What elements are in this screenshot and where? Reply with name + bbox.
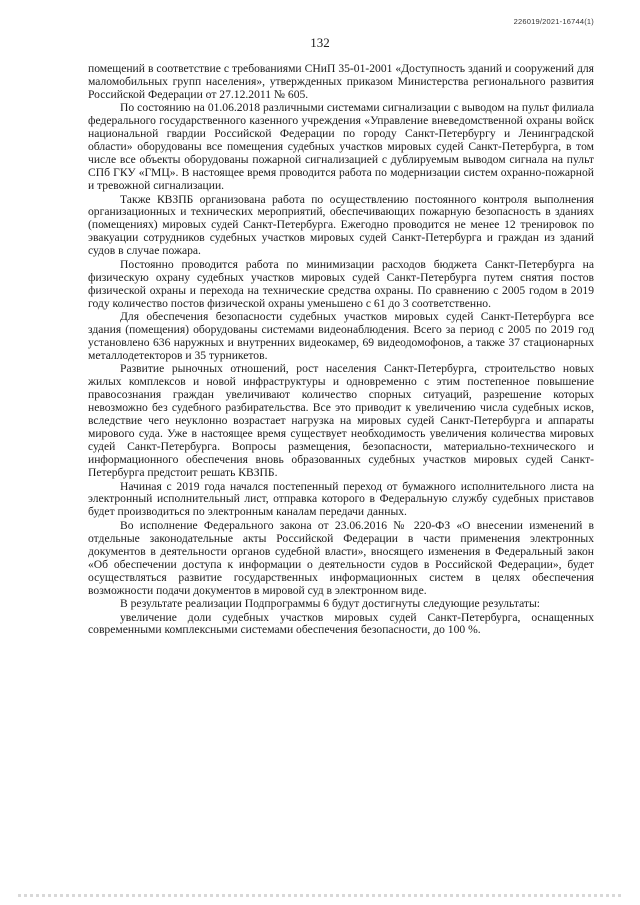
paragraph-video-surveillance: Для обеспечения безопасности судебных участков мировых судей Санкт-Петербурга все здания (помещения) оборудованы системами видеонаблюдения. Всего за период с 2005 по 2019 год установлено 636 наружных и внутренних видеокамер, 69 видеодомофонов, а также 37 стационарных металлодетекторов и 35 турникетов.	[88, 310, 594, 362]
paragraph-market-development: Развитие рыночных отношений, рост населения Санкт-Петербурга, строительство новых жилых комплексов и новой инфраструктуры и одновременно с этим постепенное повышение правосознания граждан увеличивают количество спорных ситуаций, разрешение которых невозможно без судебного разбирательства. Все это приводит к увеличению числа судебных исков, вследствие чего неуклонно возрастает нагрузка на мировых судей Санкт-Петербурга и аппараты мирового суда. Уже в настоящее время существует необходимость увеличения количества мировых судей Санкт-Петербурга. Вопросы размещения, безопасности, материально-технического и информационного обеспечения вновь образованных судебных участков мировых судей Санкт-Петербурга предстоит решать КВЗПБ.	[88, 362, 594, 480]
paragraph-results-intro: В результате реализации Подпрограммы 6 будут достигнуты следующие результаты:	[120, 597, 541, 611]
paragraph-alarm-systems: По состоянию на 01.06.2018 различными системами сигнализации с выводом на пульт филиала федерального государственного казенного учреждения «Управление вневедомственной охраны войск национальной гвардии Российской Федерации по городу Санкт-Петербургу и Ленинградской области» оборудованы все помещения судебных участков мировых судей Санкт-Петербурга, в том числе все объекты оборудованы пожарной сигнализацией с дублируемым выводом сигнала на пульт СПб ГКУ «ГМЦ». В настоящее время проводится работа по модернизации систем охранно-пожарной и тревожной сигнализации.	[88, 101, 594, 193]
paragraph-fire-safety: Также КВЗПБ организована работа по осуществлению постоянного контроля выполнения организационных и технических мероприятий, обеспечивающих пожарную безопасность в зданиях (помещениях) мировых судей Санкт-Петербурга. Ежегодно проводится не менее 12 тренировок по эвакуации сотрудников судебных участков мировых судей Санкт-Петербурга и граждан из зданий судов в случае пожара.	[88, 192, 594, 258]
paragraph-continuation: помещений в соответствие с требованиями СНиП 35-01-2001 «Доступность зданий и сооружений для маломобильных групп населения», утвержденных приказом Министерства регионального развития Российской Федерации от 27.12.2011 № 605.	[88, 62, 594, 101]
document-id: 226019/2021-16744(1)	[513, 17, 594, 26]
paragraph-physical-guard: Постоянно проводится работа по минимизации расходов бюджета Санкт-Петербурга на физическую охрану судебных участков мировых судей Санкт-Петербурга путем снятия постов физической охраны и перехода на технические средства охраны. По сравнению с 2005 годом в 2019 году количество постов физической охраны уменьшено с 61 до 3 соответственно.	[88, 257, 594, 310]
page-number: 132	[310, 35, 330, 50]
paragraph-result-item: увеличение доли судебных участков мировых судей Санкт-Петербурга, оснащенных современными комплексными системами обеспечения безопасности, до 100 %.	[88, 610, 594, 637]
scan-edge-artifact	[18, 894, 622, 897]
paragraph-electronic-writ: Начиная с 2019 года начался постепенный переход от бумажного исполнительного листа на электронный исполнительный лист, отправка которого в Федеральную службу судебных приставов будет производиться по электронным каналам передачи данных.	[88, 479, 594, 519]
document-body	[88, 63, 594, 637]
paragraph-federal-law: Во исполнение Федерального закона от 23.06.2016 № 220-ФЗ «О внесении изменений в отдельные законодательные акты Российской Федерации в части применения электронных документов в деятельности органов судебной власти», вносящего изменения в Федеральный закон «Об обеспечении доступа к информации о деятельности судов в Российской Федерации», будет осуществляться развитие государственных информационных систем в целях обеспечения возможности подачи документов в мировой суд в электронном виде.	[88, 518, 594, 597]
